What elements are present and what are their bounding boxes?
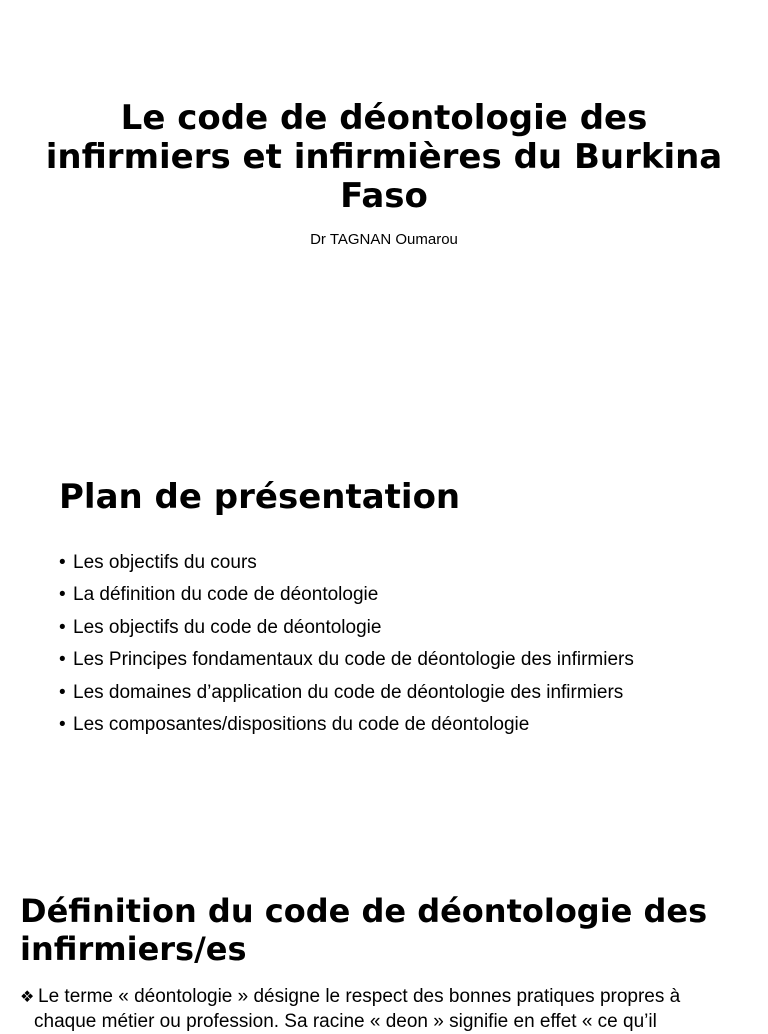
list-item [59, 677, 634, 709]
definition-line-1: Le terme « déontologie » désigne le respect des bonnes pratiques propres à [38, 986, 681, 1007]
list-item-label: Les objectifs du code de déontologie [73, 616, 382, 638]
definition-line-2: chaque métier ou profession. Sa racine « deon » signifie en effet « ce qu’il [34, 1011, 657, 1032]
title-slide [0, 0, 768, 432]
plan-list [59, 547, 634, 741]
list-item-label: Les composantes/dispositions du code de déontologie [73, 714, 530, 736]
list-item [59, 644, 634, 676]
list-item-label: Les objectifs du cours [73, 552, 257, 573]
bullet-icon: • [59, 616, 66, 638]
list-item-label: Les Principes fondamentaux du code de déontologie des infirmiers [73, 649, 634, 671]
definition-slide [0, 864, 768, 1032]
plan-title: Plan de présentation [59, 477, 461, 517]
plan-slide [0, 432, 768, 864]
author-name: Dr TAGNAN Oumarou [310, 231, 458, 248]
presentation-title: Le code de déontologie des infirmiers et infirmières du Burkina Faso [45, 98, 723, 216]
list-item [59, 709, 634, 741]
bullet-icon: • [59, 584, 66, 606]
bullet-icon: • [59, 552, 66, 573]
definition-paragraph [20, 984, 740, 1034]
bullet-icon: • [59, 714, 66, 736]
list-item-label: La définition du code de déontologie [73, 584, 379, 606]
list-item [59, 612, 634, 644]
list-item-label: Les domaines d’application du code de déontologie des infirmiers [73, 681, 624, 703]
list-item [59, 579, 634, 611]
list-item [59, 547, 634, 579]
bullet-icon: • [59, 649, 66, 671]
definition-title: Définition du code de déontologie des infirmiers/es [20, 892, 708, 968]
bullet-icon: • [59, 681, 66, 703]
four-diamond-icon: ❖ [20, 987, 35, 1006]
